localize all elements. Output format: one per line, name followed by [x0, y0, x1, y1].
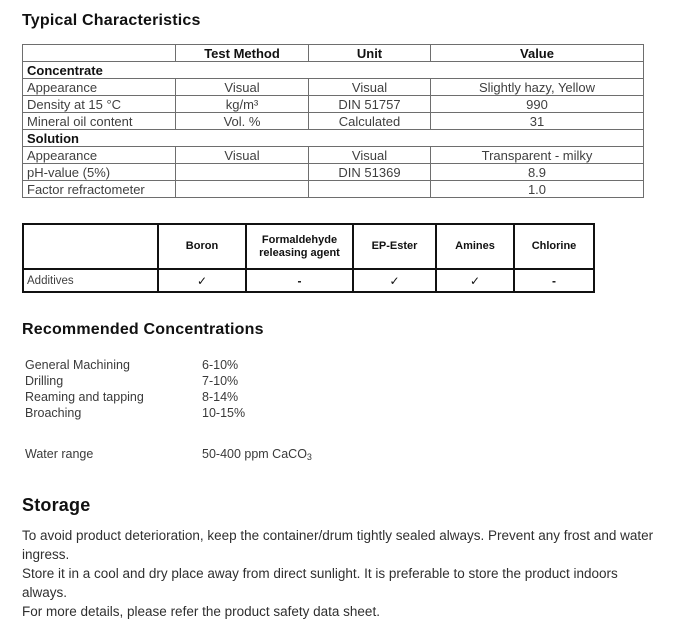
- storage-paragraph: [22, 526, 665, 621]
- table-cell: 31: [431, 113, 644, 130]
- table-cell: 990: [431, 96, 644, 113]
- header-cell-value: Value: [431, 45, 644, 62]
- water-range-subscript: 3: [306, 452, 312, 462]
- table-row: [23, 147, 644, 164]
- concentration-value: 8-14%: [202, 390, 239, 404]
- list-item: [22, 357, 665, 373]
- table-cell: Appearance: [23, 147, 176, 164]
- concentration-value: 6-10%: [202, 358, 239, 372]
- table-cell: [309, 181, 431, 198]
- table-row: [23, 113, 644, 130]
- header-cell-boron: Boron: [158, 224, 246, 269]
- concentration-label: Drilling: [25, 374, 64, 388]
- additives-row-label: Additives: [23, 269, 158, 292]
- header-cell-blank: [23, 224, 158, 269]
- header-cell-amines: Amines: [436, 224, 514, 269]
- header-cell-test-method: Test Method: [176, 45, 309, 62]
- concentration-label: General Machining: [25, 358, 130, 372]
- table-cell: Calculated: [309, 113, 431, 130]
- table-cell: Vol. %: [176, 113, 309, 130]
- table-row: [23, 164, 644, 181]
- concentration-label: Broaching: [25, 406, 82, 420]
- storage-line: For more details, please refer the product safety data sheet.: [22, 604, 380, 619]
- table-cell: [176, 181, 309, 198]
- table-cell: Mineral oil content: [23, 113, 176, 130]
- concentration-label: Reaming and tapping: [25, 390, 144, 404]
- concentration-value: 7-10%: [202, 374, 239, 388]
- header-cell-unit: Unit: [309, 45, 431, 62]
- checkmark-cell: ✓: [353, 269, 436, 292]
- storage-line: To avoid product deterioration, keep the container/drum tightly sealed always. Prevent any frost and water: [22, 528, 654, 543]
- table-cell: Slightly hazy, Yellow: [431, 79, 644, 96]
- table-cell: Visual: [176, 147, 309, 164]
- section-row-solution: [23, 130, 644, 147]
- dash-cell: -: [514, 269, 594, 292]
- concentrations-section-title: Recommended Concentrations: [22, 321, 264, 338]
- table-cell: 8.9: [431, 164, 644, 181]
- additives-row: [23, 269, 594, 292]
- water-range-item: [22, 446, 665, 465]
- dash-cell: -: [246, 269, 353, 292]
- header-cell-blank: [23, 45, 176, 62]
- table-cell: DIN 51757: [309, 96, 431, 113]
- table-row: [23, 181, 644, 198]
- additives-table: [22, 223, 595, 293]
- list-item: [22, 405, 665, 421]
- table-row: [23, 79, 644, 96]
- section-row-concentrate: [23, 62, 644, 79]
- table-cell: Transparent - milky: [431, 147, 644, 164]
- checkmark-cell: ✓: [436, 269, 514, 292]
- table-cell: [176, 164, 309, 181]
- table-cell: Appearance: [23, 79, 176, 96]
- checkmark-cell: ✓: [158, 269, 246, 292]
- water-range-value-text: 50-400 ppm CaCO: [202, 447, 307, 461]
- characteristics-table: [22, 44, 644, 198]
- list-item: [22, 373, 665, 389]
- header-cell-chlorine: Chlorine: [514, 224, 594, 269]
- table-cell: kg/m³: [176, 96, 309, 113]
- concentration-value: 10-15%: [202, 406, 246, 420]
- section-label: Concentrate: [23, 62, 644, 79]
- table-cell: Visual: [176, 79, 309, 96]
- storage-section-title: Storage: [22, 495, 91, 515]
- storage-line: ingress.: [22, 547, 70, 562]
- table-cell: Density at 15 °C: [23, 96, 176, 113]
- water-range-label: Water range: [25, 447, 94, 461]
- table-cell: Visual: [309, 147, 431, 164]
- table-cell: Visual: [309, 79, 431, 96]
- list-item: [22, 389, 665, 405]
- characteristics-header-row: [23, 45, 644, 62]
- characteristics-section-title: Typical Characteristics: [22, 12, 201, 29]
- concentrations-list: [22, 357, 665, 465]
- table-cell: pH-value (5%): [23, 164, 176, 181]
- header-cell-formaldehyde: Formaldehyde releasing agent: [246, 224, 353, 269]
- table-cell: Factor refractometer: [23, 181, 176, 198]
- additives-header-row: [23, 224, 594, 269]
- header-cell-ep-ester: EP-Ester: [353, 224, 436, 269]
- table-row: [23, 96, 644, 113]
- storage-line: Store it in a cool and dry place away from direct sunlight. It is preferable to store the product indoors always.: [22, 566, 618, 600]
- water-range-value: [202, 446, 312, 465]
- section-label: Solution: [23, 130, 644, 147]
- table-cell: DIN 51369: [309, 164, 431, 181]
- table-cell: 1.0: [431, 181, 644, 198]
